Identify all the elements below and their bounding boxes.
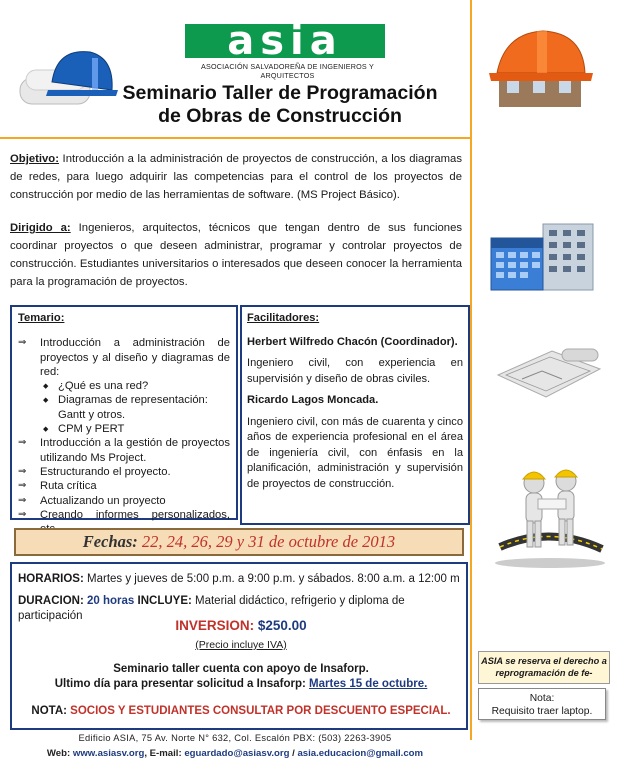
horarios-text: Martes y jueves de 5:00 p.m. a 9:00 p.m. y sábados. 8:00 a.m. a 12:00 m — [83, 573, 460, 585]
horarios-label: HORARIOS: — [18, 573, 84, 585]
facilitador-description: Ingeniero civil, con experiencia en supervisión y diseño de obras civiles. — [247, 357, 463, 385]
apoyo-text: Seminario taller cuenta con apoyo de Insaforp. — [113, 663, 369, 675]
objetivo-paragraph — [10, 150, 462, 204]
temario-subitem: ◆ CPM y PERT — [18, 422, 230, 436]
construction-helmet-icon — [485, 25, 595, 115]
nota-text: SOCIOS Y ESTUDIANTES CONSULTAR POR DESCUENTO ESPECIAL. — [66, 705, 451, 717]
fechas-label: Fechas: — [82, 532, 138, 551]
building-calendar-icon — [487, 222, 605, 294]
dirigido-paragraph — [10, 219, 462, 291]
page-title — [110, 82, 450, 128]
blueprints-icon — [492, 345, 606, 403]
incluye-text: Material didáctico, refrigerio y diploma de participación — [18, 595, 405, 622]
nota-row — [18, 704, 464, 719]
facilitadores-box — [240, 305, 470, 525]
laptop-note-title: Nota: — [529, 693, 555, 704]
ultimo-dia-label: Ultimo día para presentar solicitud a Insaforp: — [54, 678, 310, 690]
temario-item: ⇒ Estructurando el proyecto. — [18, 465, 230, 479]
inversion-amount: $250.00 — [254, 618, 307, 633]
asia-logo — [185, 18, 385, 60]
footer-contact — [0, 748, 470, 759]
web-label: Web: — [46, 748, 73, 759]
logo-subtitle: ASOCIACIÓN SALVADOREÑA DE INGENIEROS Y ARQUITECTOS — [201, 62, 374, 80]
email-label: , E-mail: — [144, 748, 185, 759]
title-line-2: de Obras de Construcción — [158, 105, 402, 127]
facilitador-name: Herbert Wilfredo Chacón (Coordinador). — [247, 335, 458, 348]
incluye-label: INCLUYE: — [134, 595, 192, 607]
fechas-bar — [14, 528, 464, 556]
vertical-divider — [470, 0, 472, 740]
laptop-note-text: Requisito traer laptop. — [491, 706, 593, 717]
temario-item: ⇒ Actualizando un proyecto — [18, 494, 230, 508]
iva-note: (Precio incluye IVA) — [195, 639, 287, 651]
temario-subitem: ◆ Diagramas de representación: Gantt y otros. — [18, 393, 230, 422]
temario-item: ⇒ Creando informes personalizados, — [18, 508, 230, 537]
footer-address: Edificio ASIA, 75 Av. Norte N° 632, Col. Escalón PBX: (503) 2263-3905 — [78, 733, 392, 743]
dirigido-text: Ingenieros, arquitectos, técnicos que tengan dentro de sus funciones coordinar proyectos o que deseen administrar, programar y controlar proyectos de construcción. Estudiantes universitarios o interesados que deseen conocer la herramienta para la programación de proyectos. — [10, 222, 463, 288]
objetivo-text: Introducción a la administración de proyectos de construcción, a los diagramas de redes, para luego adquirir las competencias para el control de los proyectos de construcción por medio de las herramientas de software. (MS Project Básico). — [10, 153, 462, 201]
web-link[interactable]: www.asiasv.org — [72, 748, 145, 759]
reserva-note: ASIA se reserva el derecho a reprogramación de fe- — [478, 651, 610, 684]
temario-heading: Temario: — [18, 312, 65, 324]
facilitador-name: Ricardo Lagos Moncada. — [247, 394, 379, 406]
ultimo-dia-row — [18, 677, 464, 692]
objetivo-label: Objetivo: — [10, 153, 59, 165]
email-link-1[interactable]: eguardado@asiasv.org — [184, 748, 290, 759]
facilitadores-heading: Facilitadores: — [247, 312, 320, 324]
nota-label: NOTA: — [31, 705, 67, 717]
duracion-label: DURACION: — [18, 595, 84, 607]
header-divider — [0, 137, 470, 139]
inversion-label: INVERSION: — [175, 618, 255, 633]
temario-item: ⇒ Introducción a la gestión de proyectos utilizando Ms Project. — [18, 436, 230, 465]
inversion-row — [18, 618, 464, 633]
temario-item: ⇒ Introducción a administración de proyectos y al diseño y diagramas de red: — [18, 336, 230, 379]
temario-box — [10, 305, 238, 520]
temario-subitem: ◆ ¿Qué es una red? — [18, 379, 230, 393]
info-box — [10, 562, 468, 730]
horarios-row — [18, 572, 460, 587]
dirigido-label: Dirigido a: — [10, 222, 71, 234]
temario-list — [18, 336, 230, 536]
engineers-figures-icon — [490, 455, 608, 570]
facilitador-description: Ingeniero civil, con más de cuarenta y cinco años de experiencia profesional en el área de ingeniería civil, con énfasis en la planificación, administración y supervisión de proyectos de construcción. — [247, 415, 463, 490]
svg-text:asia: asia — [227, 18, 343, 60]
laptop-note — [478, 688, 606, 720]
ultimo-dia-date: Martes 15 de octubre. — [309, 678, 428, 690]
duracion-value: 20 horas — [83, 595, 135, 607]
title-line-1: Seminario Taller de Programación — [122, 82, 438, 104]
email-separator: / — [289, 748, 298, 759]
email-link-2[interactable]: asia.educacion@gmail.com — [297, 748, 424, 759]
blueprint-helmet-icon — [12, 38, 122, 118]
temario-item: ⇒ Ruta crítica — [18, 479, 230, 493]
fechas-value: 22, 24, 26, 29 y 31 de octubre de 2013 — [137, 532, 396, 551]
